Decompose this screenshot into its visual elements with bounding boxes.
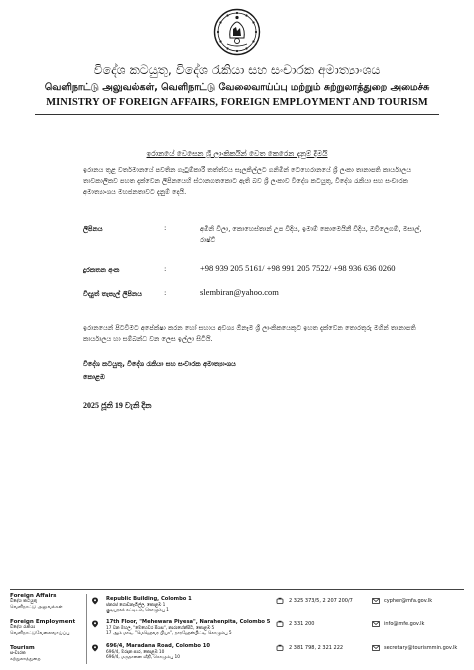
ministry-name-tamil: வெளிநாட்டு அலுவல்கள், வெளிநாட்டு வேலைவாய்ப்பு மற்றும் சுற்றுலாத்துறை அமைச்சு xyxy=(44,82,430,93)
footer-division-foreign-affairs xyxy=(10,593,63,611)
footer-division-tourism xyxy=(10,645,41,663)
ministry-name-sinhala: විදේශ කටයුතු, විදේශ රැකියා සහ සංචාරක අමාත්‍යාංශය xyxy=(93,62,381,77)
division-name: Foreign Employment xyxy=(10,619,76,625)
division-name: Foreign Affairs xyxy=(10,593,57,599)
phone-2: 2 331 200 xyxy=(289,621,315,627)
header-divider xyxy=(35,114,439,115)
ministry-name-english: MINISTRY OF FOREIGN AFFAIRS, FOREIGN EMPLOYMENT AND TOURISM xyxy=(46,97,428,108)
location-pin-icon xyxy=(91,644,99,652)
email-colon: : xyxy=(164,289,167,297)
footer-separator xyxy=(86,594,87,664)
division-name: Tourism xyxy=(10,645,35,651)
address-1-ta: குடியரசுக் கட்டிடம், கொழும்பு 1 xyxy=(106,608,169,613)
phone-icon xyxy=(276,644,284,652)
email-3: secretary@tourismmin.gov.lk xyxy=(384,645,458,651)
email-1: cypher@mfa.gov.lk xyxy=(384,598,433,604)
address-colon: : xyxy=(164,224,167,232)
division-name-si: විදේශ කටයුතු xyxy=(10,599,38,604)
division-name-ta: வெளிநாட்டு அலுவல்கள் xyxy=(10,605,63,610)
address-label: ලිපිනය xyxy=(83,225,103,233)
division-name-si: සංචාරක xyxy=(10,651,26,656)
address-2-ta: 17 ஆம் மாடி, "மெஹெவர பியச", நாரஹேன்பிட்டி, கொழும்பு 5 xyxy=(106,631,232,636)
address-2-si: 17 වන මහල, "මෙහෙවර පියස", නාරාහේන්පිට, කොළඹ 5 xyxy=(106,626,215,631)
email-2: info@mfe.gov.lk xyxy=(384,621,425,627)
phone-label: දුරකතන අංක xyxy=(83,266,120,274)
phone-icon xyxy=(276,597,284,605)
address-2-main: 17th Floor, "Mehewara Piyesa", Narahenpita, Colombo 5 xyxy=(106,619,271,625)
address-1-si: ජනරජ ගොඩනැගිල්ල, කොළඹ 1 xyxy=(106,603,166,608)
phone-1: 2 325 373/5, 2 207 200/7 xyxy=(289,598,353,604)
email-label: විද්‍යුත් තැපැල් ලිපිනය xyxy=(83,290,143,298)
phone-value: +98 939 205 5161/ +98 991 205 7522/ +98 936 636 0260 xyxy=(200,263,396,273)
division-name-ta: வெளிநாட்டுவேலைவாய்ப்பு xyxy=(10,631,70,636)
signature-city: කොළඹ xyxy=(83,373,105,381)
address-value: අමිනි විලා, කොහෙස්තාන් උප වීදිය, ඉමාම් කොමෙයිනී වීදිය, ඔවිලෙගම්, මසාල්, රාෂ්ට් xyxy=(200,225,422,244)
address-3-si: 696/4, මරදාන පාර, කොළඹ 10 xyxy=(106,650,165,655)
division-name-si: විදේශ රැකියා xyxy=(10,625,36,630)
address-3-main: 696/4, Maradana Road, Colombo 10 xyxy=(106,643,211,649)
email-icon xyxy=(372,597,380,605)
notice-subject: ඉරානයේ වෙසෙන ශ්‍රී ලාංකිකයින් වෙත කෙරෙන දැනුම් දීමයි xyxy=(146,149,328,158)
sri-lanka-emblem-icon xyxy=(213,8,261,56)
address-3-ta: 696/4, மருதானை வீதி, கொழும்பு 10 xyxy=(106,655,180,660)
email-value: slembiran@yahoo.com xyxy=(200,287,279,297)
email-icon xyxy=(372,620,380,628)
address-1-main: Republic Building, Colombo 1 xyxy=(106,596,192,602)
phone-icon xyxy=(276,620,284,628)
notice-paragraph-2: ඉරානයෙන් පිටවීමට අපේක්ෂා කරන හෝ සහාය අවශ්‍ය ඕනෑම ශ්‍රී ලාංකිකයෙකුට ඉහත දැක්වෙන තොරතුරු මගින් තානාපති කාර්යාලය හා සම්බන්ධ වන ලෙස ඉල්ලා සිටියි. xyxy=(83,324,416,343)
location-pin-icon xyxy=(91,620,99,628)
location-pin-icon xyxy=(91,597,99,605)
signature-ministry: විදේශ කටයුතු, විදේශ රැකියා සහ සංචාරක අමාත්‍යාංශය xyxy=(83,360,236,368)
notice-date: 2025 ජූනි 19 වැනි දින xyxy=(83,401,152,410)
footer-divider xyxy=(10,589,464,590)
phone-colon: : xyxy=(164,265,167,273)
notice-paragraph-1: ඉරානය තුළ වර්තමානයේ පවතින ගැටුම්කාරී තත්ත්වය සැලකිල්ලට ගනිමින් ටෙහෙරානයේ ශ්‍රී ලංකා තානාපති කාර්යාලය තාවකාලිකව පහත දැක්වෙන ලිපිනයෙහි ස්ථානගතකොට ඇති බව ශ්‍රී ලංකාව විදේශ කටයුතු, විදේශ රැකියා සහ සංචාරක අමාත්‍යාංශය මහජනතාවට දැනුම් දෙයි. xyxy=(83,166,412,196)
division-name-ta: சுற்றுலாத்துறை xyxy=(10,657,41,662)
footer-division-foreign-employment xyxy=(10,619,75,637)
phone-3: 2 381 798, 2 321 222 xyxy=(289,645,344,651)
email-icon xyxy=(372,644,380,652)
